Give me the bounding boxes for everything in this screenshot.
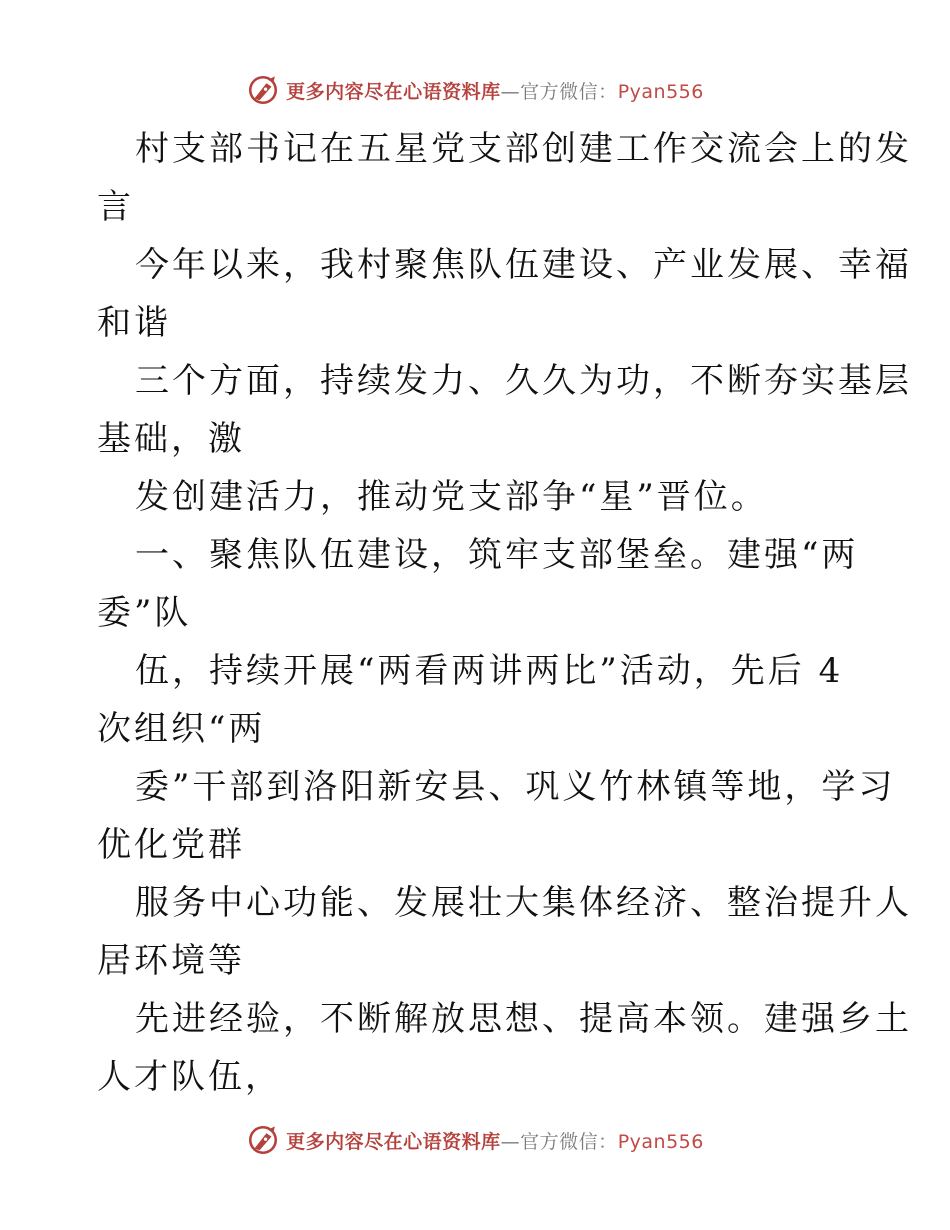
document-line: 服务中心功能、发展壮大集体经济、整治提升人	[135, 883, 912, 923]
document-line: 委”队	[97, 593, 192, 633]
document-line: 委”干部到洛阳新安县、巩义竹林镇等地，学习	[135, 767, 896, 807]
document-line: 言	[97, 187, 134, 227]
banner-text	[286, 1127, 704, 1154]
pen-nib-logo-icon	[246, 1123, 280, 1157]
document-line: 村支部书记在五星党支部创建工作交流会上的发	[135, 129, 912, 169]
document-line: 和谐	[97, 303, 171, 343]
banner-text	[286, 77, 704, 104]
banner-main-text: 更多内容尽在心语资料库	[286, 1130, 501, 1153]
document-line: 优化党群	[97, 825, 245, 865]
document-line: 次组织“两	[97, 709, 266, 749]
footer-banner	[0, 1120, 950, 1160]
banner-main-text: 更多内容尽在心语资料库	[286, 80, 501, 103]
banner-wechat-label: 官方微信：	[520, 80, 618, 103]
banner-separator: —	[500, 80, 521, 103]
banner-wechat-label: 官方微信：	[520, 1130, 618, 1153]
banner-wechat-id: Pyan556	[617, 80, 704, 103]
document-line: 人才队伍，	[97, 1057, 282, 1097]
document-line: 伍，持续开展“两看两讲两比”活动，先后 4	[135, 651, 844, 691]
document-line: 先进经验，不断解放思想、提高本领。建强乡土	[135, 999, 912, 1039]
document-line: 三个方面，持续发力、久久为功，不断夯实基层	[135, 361, 912, 401]
document-line: 居环境等	[97, 941, 245, 981]
header-banner	[0, 70, 950, 110]
pen-nib-logo-icon	[246, 73, 280, 107]
document-body	[97, 120, 912, 1106]
document-line: 发创建活力，推动党支部争“星”晋位。	[135, 477, 768, 517]
banner-separator: —	[500, 1130, 521, 1153]
document-line: 今年以来，我村聚焦队伍建设、产业发展、幸福	[135, 245, 912, 285]
document-line: 一、聚焦队伍建设，筑牢支部堡垒。建强“两	[135, 535, 859, 575]
banner-wechat-id: Pyan556	[617, 1130, 704, 1153]
document-line: 基础，激	[97, 419, 245, 459]
